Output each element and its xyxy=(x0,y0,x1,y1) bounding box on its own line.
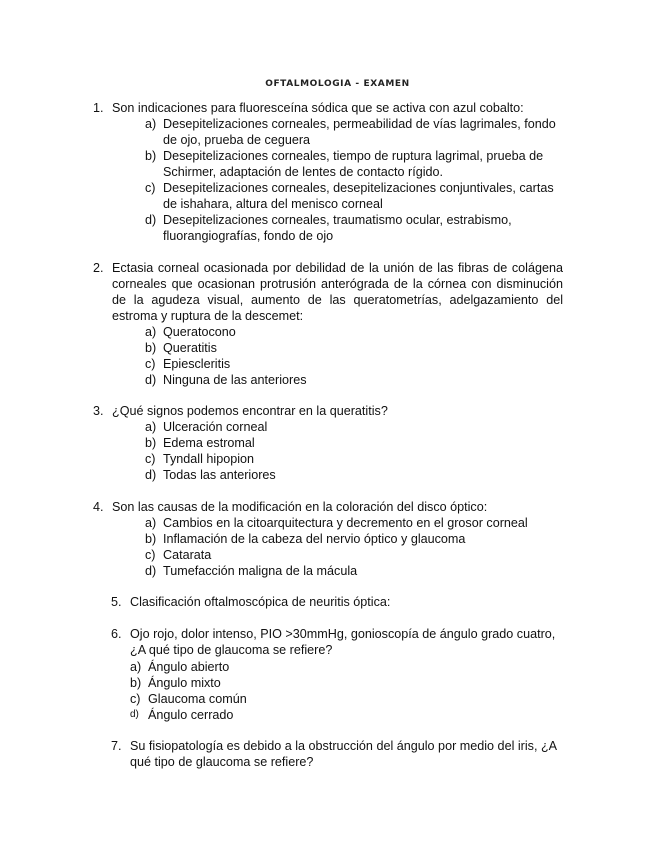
option-text: Epiescleritis xyxy=(163,357,231,371)
question-number: 6. xyxy=(111,627,122,641)
option-a xyxy=(145,419,563,435)
option-letter: b) xyxy=(130,676,142,690)
option-b xyxy=(145,531,563,547)
option-letter: d) xyxy=(130,709,139,720)
question-3 xyxy=(93,403,563,483)
option-letter: c) xyxy=(145,181,156,195)
option-text: Desepitelizaciones corneales, desepitelizaciones conjuntivales, cartas de ishahara, altura del menisco corneal xyxy=(163,181,554,211)
question-6 xyxy=(111,626,567,723)
option-d xyxy=(145,372,563,388)
option-a xyxy=(145,116,563,148)
option-d xyxy=(145,212,563,244)
option-letter: c) xyxy=(130,692,141,706)
option-text: Edema estromal xyxy=(163,436,255,450)
option-text: Ulceración corneal xyxy=(163,420,268,434)
option-c xyxy=(145,451,563,467)
option-letter: b) xyxy=(145,341,157,355)
option-b xyxy=(145,340,563,356)
question-text: Su fisiopatología es debido a la obstrucción del ángulo por medio del iris, ¿A qué tipo de glaucoma se refiere? xyxy=(130,739,557,769)
option-letter: d) xyxy=(145,564,157,578)
option-text: Ángulo abierto xyxy=(148,660,230,674)
question-text: ¿Qué signos podemos encontrar en la queratitis? xyxy=(112,404,388,418)
option-letter: a) xyxy=(145,420,157,434)
option-d xyxy=(145,467,563,483)
question-number: 1. xyxy=(93,101,104,115)
options-list xyxy=(145,116,563,244)
option-text: Desepitelizaciones corneales, permeabilidad de vías lagrimales, fondo de ojo, prueba de ceguera xyxy=(163,117,556,147)
option-letter: b) xyxy=(145,436,157,450)
question-text: Ojo rojo, dolor intenso, PIO >30mmHg, gonioscopía de ángulo grado cuatro, ¿A qué tipo de glaucoma se refiere? xyxy=(130,627,556,657)
option-text: Ninguna de las anteriores xyxy=(163,373,307,387)
options-list xyxy=(145,324,563,388)
option-letter: d) xyxy=(145,468,157,482)
option-text: Catarata xyxy=(163,548,212,562)
option-a xyxy=(130,659,567,675)
option-text: Desepitelizaciones corneales, tiempo de ruptura lagrimal, prueba de Schirmer, adaptación de lentes de contacto rígido. xyxy=(163,149,544,179)
option-b xyxy=(145,148,563,180)
question-text: Son indicaciones para fluoresceína sódica que se activa con azul cobalto: xyxy=(112,101,524,115)
question-number: 7. xyxy=(111,739,122,753)
option-letter: c) xyxy=(145,548,156,562)
option-text: Glaucoma común xyxy=(148,692,247,706)
question-7 xyxy=(111,738,567,770)
option-letter: b) xyxy=(145,532,157,546)
option-text: Ángulo mixto xyxy=(148,676,221,690)
option-letter: a) xyxy=(145,325,157,339)
option-a xyxy=(145,515,563,531)
option-c xyxy=(145,547,563,563)
option-text: Cambios en la citoarquitectura y decremento en el grosor corneal xyxy=(163,516,528,530)
question-1 xyxy=(93,100,563,244)
option-a xyxy=(145,324,563,340)
option-letter: c) xyxy=(145,357,156,371)
option-letter: c) xyxy=(145,452,156,466)
option-letter: a) xyxy=(130,660,142,674)
question-4 xyxy=(93,499,563,579)
option-letter: a) xyxy=(145,516,157,530)
option-text: Queratitis xyxy=(163,341,217,355)
option-d xyxy=(145,563,563,579)
option-text: Todas las anteriores xyxy=(163,468,276,482)
question-number: 5. xyxy=(111,595,122,609)
question-number: 4. xyxy=(93,500,104,514)
options-list xyxy=(145,515,563,579)
option-text: Desepitelizaciones corneales, traumatismo ocular, estrabismo, fluorangiografías, fondo de ojo xyxy=(163,213,512,243)
option-text: Inflamación de la cabeza del nervio óptico y glaucoma xyxy=(163,532,466,546)
option-text: Tumefacción maligna de la mácula xyxy=(163,564,358,578)
question-text: Clasificación oftalmoscópica de neuritis óptica: xyxy=(130,595,391,609)
question-2 xyxy=(93,260,563,388)
option-letter: a) xyxy=(145,117,157,131)
option-text: Tyndall hipopion xyxy=(163,452,255,466)
option-letter: d) xyxy=(145,213,157,227)
options-list xyxy=(145,419,563,483)
option-d xyxy=(130,707,567,723)
question-number: 2. xyxy=(93,261,104,275)
option-c xyxy=(145,356,563,372)
option-c xyxy=(130,691,567,707)
option-c xyxy=(145,180,563,212)
options-list xyxy=(130,659,567,723)
document-title: OFTALMOLOGIA - EXAMEN xyxy=(265,79,410,89)
question-text: Ectasia corneal ocasionada por debilidad de la unión de las fibras de colágena corneales que ocasionan protrusión anterógrada de la córnea con disminución de la agudeza visual, aumento de las queratometrías, adelgazamiento del estroma y ruptura de la descemet: xyxy=(112,261,563,323)
question-5 xyxy=(111,594,563,610)
question-number: 3. xyxy=(93,404,104,418)
option-letter: b) xyxy=(145,149,157,163)
option-text: Queratocono xyxy=(163,325,236,339)
option-text: Ángulo cerrado xyxy=(148,708,234,722)
question-text: Son las causas de la modificación en la coloración del disco óptico: xyxy=(112,500,488,514)
option-b xyxy=(145,435,563,451)
option-b xyxy=(130,675,567,691)
option-letter: d) xyxy=(145,373,157,387)
